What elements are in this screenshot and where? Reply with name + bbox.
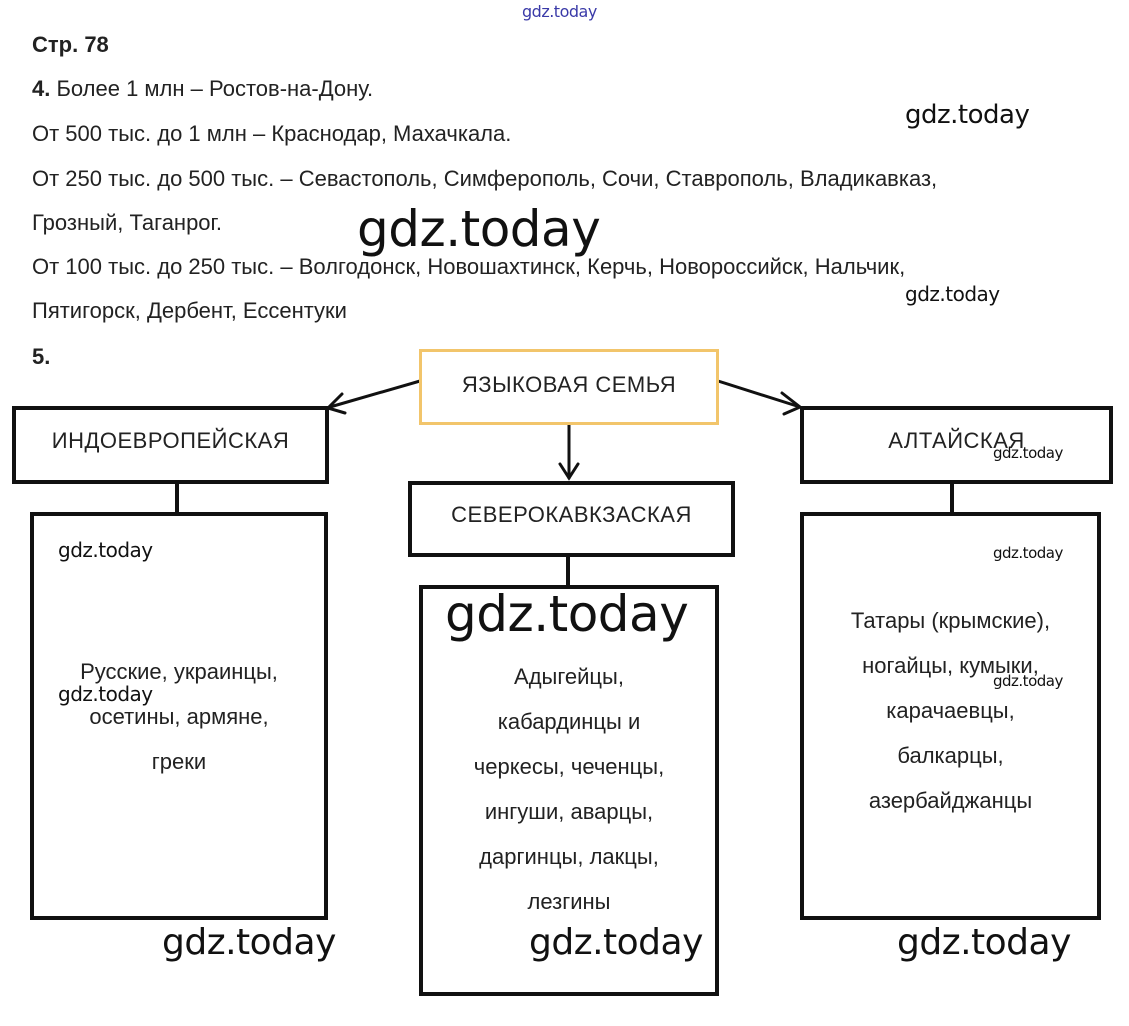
people-line: осетины, армяне,: [89, 704, 269, 729]
watermark: gdz.today: [993, 544, 1063, 562]
family-box-north-caucasian: [408, 481, 735, 557]
people-line: греки: [151, 749, 207, 774]
task5-number: 5.: [32, 344, 51, 369]
people-line: Русские, украинцы,: [80, 659, 278, 684]
root-box: [419, 349, 719, 425]
people-line: кабардинцы и: [497, 709, 641, 734]
watermark: gdz.today: [993, 672, 1063, 690]
root-title: ЯЗЫКОВАЯ СЕМЬЯ: [461, 372, 677, 397]
peoples-list-indo-european: [34, 649, 324, 784]
people-line: Адыгейцы,: [514, 664, 624, 689]
watermark: gdz.today: [905, 282, 1000, 306]
task4-line-2: От 500 тыс. до 1 млн – Краснодар, Махачкала.: [32, 121, 512, 146]
watermark: gdz.today: [993, 444, 1063, 462]
family-box-indo-european: [12, 406, 329, 484]
family-box-altaic: [800, 406, 1113, 484]
page-number: Стр. 78: [32, 32, 109, 57]
watermark: gdz.today: [897, 922, 1071, 963]
family-title-altaic: АЛТАЙСКАЯ: [888, 428, 1025, 453]
peoples-box-indo-european: [30, 512, 328, 920]
peoples-list-altaic: [804, 598, 1097, 823]
watermark: gdz.today: [162, 922, 336, 963]
people-line: лезгины: [527, 889, 611, 914]
watermark: gdz.today: [357, 200, 601, 258]
peoples-box-altaic: [800, 512, 1101, 920]
task4-line-5: От 100 тыс. до 250 тыс. – Волгодонск, Новошахтинск, Керчь, Новороссийск, Нальчик,: [32, 254, 906, 279]
task4-line-3: От 250 тыс. до 500 тыс. – Севастополь, Симферополь, Сочи, Ставрополь, Владикавказ,: [32, 166, 938, 191]
people-line: балкарцы,: [897, 743, 1004, 768]
task4-line-1-text: Более 1 млн – Ростов-на-Дону.: [50, 76, 374, 101]
peoples-list-north-caucasian: [423, 654, 715, 924]
watermark: gdz.today: [905, 100, 1030, 130]
connector-north-caucasian: [566, 557, 570, 587]
task4-line-4: Грозный, Таганрог.: [32, 210, 222, 235]
people-line: ногайцы, кумыки,: [862, 653, 1039, 678]
people-line: карачаевцы,: [886, 698, 1015, 723]
people-line: черкесы, чеченцы,: [473, 754, 665, 779]
watermark-top: gdz.today: [522, 2, 597, 21]
people-line: ингуши, аварцы,: [484, 799, 654, 824]
connector-indo-european: [175, 484, 179, 514]
people-line: Татары (крымские),: [850, 608, 1051, 633]
family-title-indo-european: ИНДОЕВРОПЕЙСКАЯ: [51, 428, 290, 453]
task4-number: 4.: [32, 76, 51, 101]
family-title-north-caucasian: СЕВЕРОКАВКЗАСКАЯ: [451, 502, 692, 527]
watermark: gdz.today: [58, 682, 153, 706]
watermark: gdz.today: [445, 585, 689, 643]
people-line: даргинцы, лакцы,: [479, 844, 659, 869]
watermark: gdz.today: [529, 922, 703, 963]
connector-altaic: [950, 484, 954, 514]
watermark: gdz.today: [58, 538, 153, 562]
task4-line-6: Пятигорск, Дербент, Ессентуки: [32, 298, 347, 323]
people-line: азербайджанцы: [868, 788, 1033, 813]
